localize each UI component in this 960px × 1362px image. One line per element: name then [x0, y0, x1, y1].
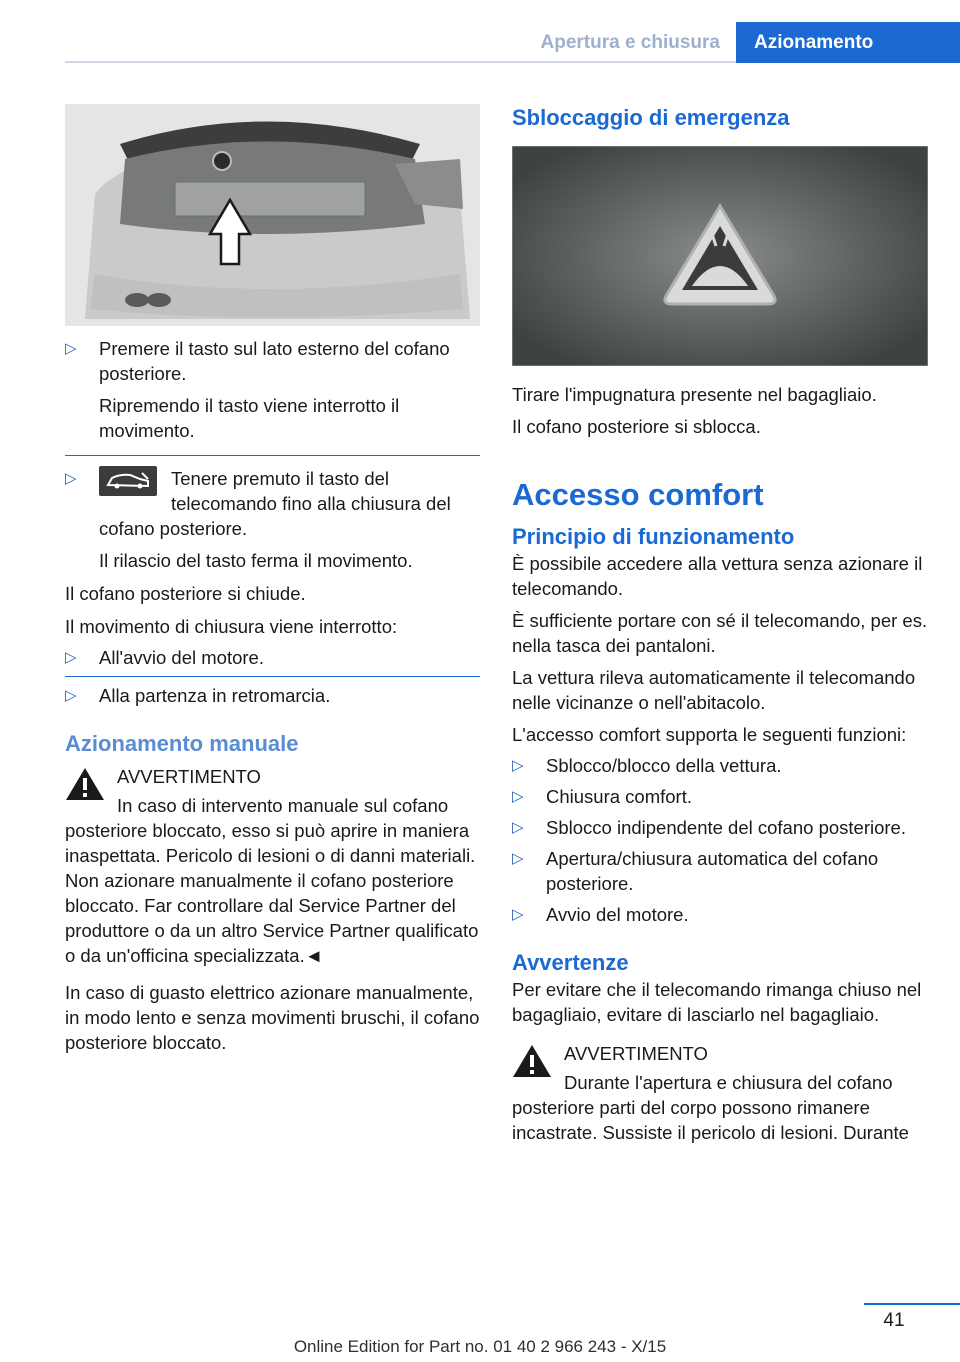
principle-text-2: È sufficiente portare con sé il telecomando, per es. nella tasca dei pantaloni.	[512, 610, 928, 656]
divider	[65, 455, 480, 456]
list-item-text: Tenere premuto il tasto del telecomando fino alla chiusura del cofano posteriore.	[99, 468, 451, 539]
warning-text: Durante l'apertura e chiusura del cofano posteriore parti del corpo possono rimanere incastrate. Sussiste il pericolo di lesioni. Durante	[512, 1072, 909, 1143]
bullet-triangle-icon: ▷	[65, 649, 77, 666]
bullet-triangle-icon: ▷	[65, 340, 77, 357]
list-item	[65, 683, 480, 708]
list-item	[512, 815, 928, 840]
emergency-release-illustration	[512, 146, 928, 366]
trunk-button-illustration	[65, 104, 480, 326]
list-item-text: Sblocco indipendente del cofano posteriore.	[546, 817, 906, 838]
bullet-triangle-icon: ▷	[512, 906, 524, 923]
closing-text: Il cofano posteriore si chiude.	[65, 583, 306, 604]
list-item	[512, 846, 928, 896]
list-item-text: Alla partenza in retromarcia.	[99, 685, 331, 706]
bullet-triangle-icon: ▷	[512, 788, 524, 805]
bullet-triangle-icon: ▷	[65, 470, 77, 487]
principle-text-3: La vettura rileva automaticamente il telecomando nelle vicinanze o nell'abitacolo.	[512, 667, 916, 713]
interrupt-list	[65, 645, 480, 708]
warning-triangle-icon	[65, 766, 105, 802]
list-item-text: All'avvio del motore.	[99, 647, 264, 668]
right-column	[512, 104, 928, 1145]
edition-footer: Online Edition for Part no. 01 40 2 966 243 - X/15	[293, 1337, 667, 1356]
list-item	[65, 336, 480, 443]
list-item	[512, 753, 928, 778]
warning-title: AVVERTIMENTO	[564, 1043, 708, 1064]
bullet-triangle-icon: ▷	[65, 687, 77, 704]
list-item-text: Premere il tasto sul lato esterno del cofano posteriore.	[99, 338, 450, 384]
warning-box	[512, 1041, 928, 1145]
operating-principle-heading: Principio di funzionamento	[512, 524, 795, 549]
notes-heading: Avvertenze	[512, 950, 629, 975]
remote-tailgate-button-icon	[99, 466, 157, 496]
divider	[65, 676, 480, 677]
warning-triangle-icon	[512, 1043, 552, 1079]
footer-rule	[864, 1303, 960, 1305]
trunk-steps-list	[65, 336, 480, 443]
emergency-release-heading: Sbloccaggio di emergenza	[512, 105, 790, 130]
list-item-text: Chiusura comfort.	[546, 786, 692, 807]
bullet-triangle-icon: ▷	[512, 850, 524, 867]
electrical-fault-text: In caso di guasto elettrico azionare manualmente, in modo lento e senza movimenti bruschi, il cofano posteriore bloccato.	[65, 982, 480, 1053]
unlock-text: Il cofano posteriore si sblocca.	[512, 416, 761, 437]
comfort-access-heading: Accesso comfort	[512, 477, 764, 512]
interrupt-text: Il movimento di chiusura viene interrotto:	[65, 616, 398, 637]
list-item	[512, 902, 928, 927]
warning-text: In caso di intervento manuale sul cofano posteriore bloccato, esso si può aprire in maniera inaspettata. Pericolo di lesioni o di danni materiali. Non azionare manualmente il cofano posteriore bloccato. Far controllare dal Service Partner del produttore o da un altro Service Partner qualificato o da un'officina specializzata.◄	[65, 795, 479, 966]
pull-handle-text: Tirare l'impugnatura presente nel bagagliaio.	[512, 384, 877, 405]
list-item-text: Apertura/chiusura automatica del cofano posteriore.	[546, 848, 879, 894]
left-column	[65, 104, 480, 1055]
bullet-triangle-icon: ▷	[512, 819, 524, 836]
list-item-subtext: Ripremendo il tasto viene interrotto il movimento.	[99, 395, 400, 441]
bullet-triangle-icon: ▷	[512, 757, 524, 774]
page-number: 41	[883, 1310, 905, 1331]
list-item-text: Sblocco/blocco della vettura.	[546, 755, 782, 776]
notes-text: Per evitare che il telecomando rimanga chiuso nel bagagliaio, evitare di lasciarlo nel bagagliaio.	[512, 979, 922, 1025]
list-item-subtext: Il rilascio del tasto ferma il movimento.	[99, 550, 413, 571]
list-item	[512, 784, 928, 809]
manual-operation-heading: Azionamento manuale	[65, 731, 299, 756]
header-section-title: Apertura e chiusura	[540, 32, 720, 53]
remote-steps-list	[65, 466, 480, 573]
header-chapter-tab: Azionamento	[736, 22, 960, 63]
comfort-functions-list	[512, 753, 928, 927]
list-item	[65, 466, 480, 573]
warning-box	[65, 764, 480, 968]
list-item-text: Avvio del motore.	[546, 904, 689, 925]
list-item	[65, 645, 480, 670]
principle-text-1: È possibile accedere alla vettura senza azionare il telecomando.	[512, 553, 923, 599]
principle-text-4: L'accesso comfort supporta le seguenti funzioni:	[512, 724, 907, 745]
warning-title: AVVERTIMENTO	[117, 766, 261, 787]
